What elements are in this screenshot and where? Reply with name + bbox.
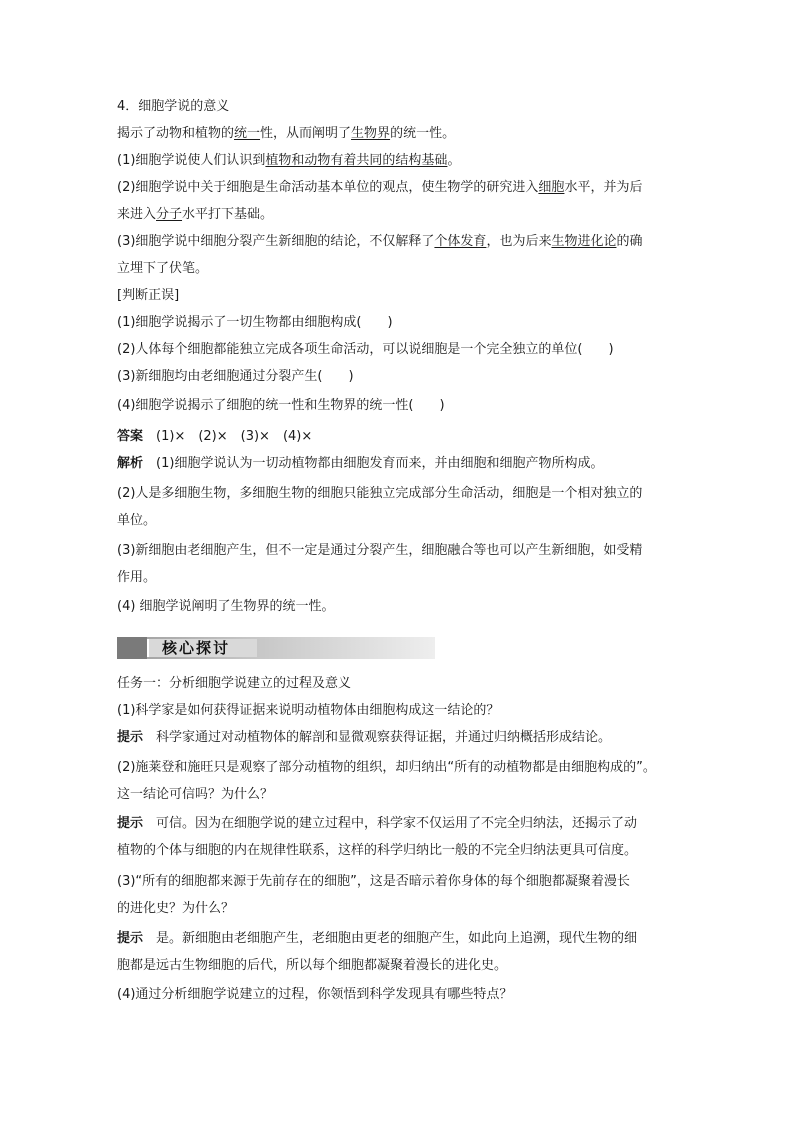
banner-accent	[117, 637, 147, 659]
hint-label: 提示	[117, 816, 144, 831]
text: 性，从而阐明了	[260, 126, 352, 141]
hint-3b: 胞都是远古生物细胞的后代，所以每个细胞都凝聚着漫长的进化史。	[117, 958, 508, 973]
text: 水平打下基础。	[182, 207, 274, 222]
judge-q4: (4)细胞学说揭示了细胞的统一性和生物界的统一性( )	[117, 398, 445, 413]
task-title: 任务一：分析细胞学说建立的过程及意义	[117, 676, 352, 691]
text: 的统一性。	[390, 126, 456, 141]
analysis-line-1	[117, 455, 687, 473]
analysis-3b: 作用。	[117, 570, 157, 585]
judge-title: [判断正误]	[117, 288, 180, 303]
judge-q3: (3)新细胞均由老细胞通过分裂产生( )	[117, 369, 354, 384]
text: (3)细胞学说中细胞分裂产生新细胞的结论，不仅解释了	[117, 234, 435, 249]
answer-text: (1)× (2)× (3)× (4)×	[156, 429, 313, 444]
section-heading: 4．细胞学说的意义	[117, 99, 230, 114]
task-q1: (1)科学家是如何获得证据来说明动植物体由细胞构成这一结论的？	[117, 703, 500, 718]
task-q3b: 的进化史？为什么？	[117, 901, 235, 916]
hint-3a	[117, 930, 687, 948]
text: 揭示了动物和植物的	[117, 126, 235, 141]
text: (2)细胞学说中关于细胞是生命活动基本单位的观点，使生物学的研究进入	[117, 180, 539, 195]
point-3	[117, 233, 687, 251]
point-2-cont	[117, 206, 687, 224]
judge-q2: (2)人体每个细胞都能独立完成各项生命活动，可以说细胞是一个完全独立的单位( )	[117, 342, 614, 357]
analysis-2a: (2)人是多细胞生物，多细胞生物的细胞只能独立完成部分生命活动，细胞是一个相对独立的	[117, 486, 643, 501]
point-1	[117, 152, 687, 170]
judge-q1: (1)细胞学说揭示了一切生物都由细胞构成( )	[117, 315, 393, 330]
banner-title: 核心探讨	[162, 639, 231, 657]
task-q4: (4)通过分析细胞学说建立的过程，你领悟到科学发现具有哪些特点？	[117, 987, 513, 1002]
underlined-text: 生物界	[351, 126, 391, 141]
underlined-text: 植物和动物有着共同的结构基础	[265, 153, 448, 168]
analysis-3a: (3)新细胞由老细胞产生，但不一定是通过分裂产生，细胞融合等也可以产生新细胞，如受精	[117, 543, 643, 558]
text: ，也为后来	[486, 234, 552, 249]
analysis-label: 解析	[117, 456, 144, 471]
text: 来进入	[117, 207, 157, 222]
section-banner	[117, 637, 435, 659]
significance-intro	[117, 125, 687, 143]
underlined-text: 生物进化论	[551, 234, 617, 249]
hint-text: 可信。因为在细胞学说的建立过程中，科学家不仅运用了不完全归纳法，还揭示了动	[156, 816, 638, 831]
hint-label: 提示	[117, 931, 144, 946]
hint-2b: 植物的个体与细胞的内在规律性联系，这样的科学归纳比一般的不完全归纳法更具可信度。	[117, 843, 638, 858]
answer-line	[117, 428, 687, 446]
point-3-cont: 立埋下了伏笔。	[117, 261, 209, 276]
task-q3a: (3)“所有的细胞都来源于先前存在的细胞”，这是否暗示着你身体的每个细胞都凝聚着漫长	[117, 874, 630, 889]
analysis-4: (4) 细胞学说阐明了生物界的统一性。	[117, 599, 335, 614]
analysis-text: (1)细胞学说认为一切动植物都由细胞发育而来，并由细胞和细胞产物所构成。	[156, 456, 604, 471]
text: 的确	[616, 234, 643, 249]
hint-1	[117, 729, 687, 747]
underlined-text: 细胞	[538, 180, 565, 195]
underlined-text: 个体发育	[434, 234, 487, 249]
hint-2a	[117, 815, 687, 833]
answer-label: 答案	[117, 429, 144, 444]
underlined-text: 分子	[156, 207, 183, 222]
point-2	[117, 179, 687, 197]
text: (1)细胞学说使人们认识到	[117, 153, 266, 168]
text: 水平，并为后	[564, 180, 643, 195]
hint-label: 提示	[117, 730, 144, 745]
task-q2b: 这一结论可信吗？为什么？	[117, 787, 274, 802]
analysis-2b: 单位。	[117, 513, 157, 528]
text: 。	[447, 153, 461, 168]
hint-text: 科学家通过对动植物体的解剖和显微观察获得证据，并通过归纳概括形成结论。	[156, 730, 612, 745]
underlined-text: 统一	[234, 126, 261, 141]
hint-text: 是。新细胞由老细胞产生，老细胞由更老的细胞产生，如此向上追溯，现代生物的细	[156, 931, 638, 946]
task-q2a: (2)施莱登和施旺只是观察了部分动植物的组织，却归纳出“所有的动植物都是由细胞构成的”。	[117, 760, 656, 775]
